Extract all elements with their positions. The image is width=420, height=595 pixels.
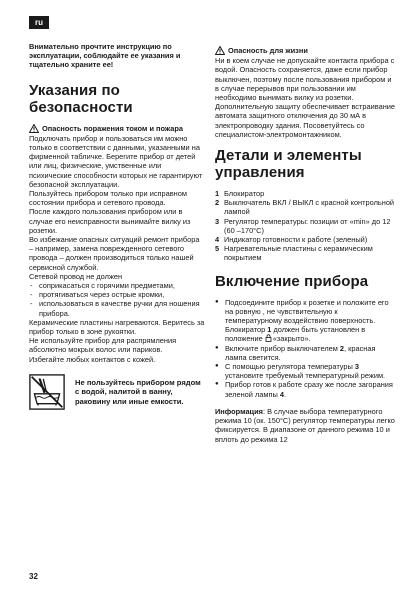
paragraph: Подключать прибор и пользоваться им можно только в соответствии с данными, указанными на фирменной табличке. Берегите прибор от детей или лиц, физические, умственные или психические способности которых не гарантируют безопасной эксплуатации. <box>29 133 203 189</box>
paragraph: Избегайте любых контактов с кожей. <box>29 354 156 364</box>
shock-warning-heading <box>29 124 205 133</box>
list-item: 4 Индикатор готовности к работе (зеленый) <box>215 235 368 245</box>
right-column <box>215 46 395 444</box>
list-item: 1 Блокиратор <box>215 189 265 199</box>
list-item: 2 Выключатель ВКЛ / ВЫКЛ с красной контрольной лампой <box>215 198 395 217</box>
warning-triangle-icon <box>29 124 39 133</box>
warning-triangle-icon <box>215 46 225 55</box>
info-paragraph: Информация: В случае выбора температурного режима 10 (ок. 150°C) регулятор температуры легко фиксируется. В диапазоне от данного режима 10 и вплоть до режима 12 <box>215 406 395 444</box>
no-water-warning <box>29 374 205 410</box>
list-item: 5 Нагревательные пластины с керамическим покрытием <box>215 244 373 263</box>
info-label: Информация <box>215 406 263 416</box>
safety-title: Указания по безопасности <box>29 81 133 116</box>
list-item: ● С помощью регулятора температуры 3 установите требуемый температурный режим. <box>215 362 395 380</box>
left-column <box>29 42 205 410</box>
switch-on-title: Включение прибора <box>215 272 369 290</box>
life-warning-text: Опасность для жизни <box>228 46 308 55</box>
paragraph: После каждого пользования прибором или в случае его неисправности вынимайте вилку из розетки. <box>29 207 191 235</box>
paragraph: Керамические пластины нагреваются. Беритесь за прибор только в зоне рукоятки. <box>29 317 205 337</box>
padlock-icon <box>265 334 272 342</box>
life-warning-paragraph: Ни в коем случае не допускайте контакта прибора с водой. Опасность сохраняется, даже если прибор выключен, поэтому после пользования прибором и в случае перерывов при пользовании им необходимо вынимать вилку из розетки. Дополнительную защиту обеспечивает встраивание автомата защитного отключения до 30 мА в электропроводку здания. Посоветуйтесь со специалистом-электромонтажником. <box>215 56 396 139</box>
paragraph: Пользуйтесь прибором только при исправном состоянии прибора и сетевого провода. <box>29 189 187 208</box>
page-number: 32 <box>29 572 38 581</box>
paragraph: Сетевой провод не должен <box>29 271 123 281</box>
list-item: - использоваться в качестве ручки для ношения прибора. <box>29 299 205 317</box>
paragraph: Не используйте прибор для распрямления абсолютно мокрых волос или париков. <box>29 336 177 355</box>
steps-list <box>215 298 395 399</box>
life-warning-heading <box>215 46 395 55</box>
list-item: - соприкасаться с горячими предметами, <box>29 281 205 290</box>
list-item: 3 Регулятор температуры: позиции от «min» до 12 (60 –170°C) <box>215 216 391 235</box>
parts-list <box>215 189 395 263</box>
language-badge: ru <box>29 16 49 29</box>
intro-text: Внимательно прочтите инструкцию по эксплуатации, соблюдайте ее указания и тщательно храните ее! <box>29 42 181 70</box>
cord-list <box>29 281 205 318</box>
list-item: ● Подсоедините прибор к розетке и положите его на ровную , не чувствительную к температурному воздействию поверхность. Блокиратор 1 должен быть установлен в положение «закрыто». <box>215 298 395 344</box>
parts-title: Детали и элементы управления <box>215 147 362 182</box>
no-water-text: Не пользуйтесь прибором рядом с водой, налитой в ванну, раковину или иные емкости. <box>75 377 201 406</box>
list-item: ● Включите прибор выключателем 2, красная лампа светится. <box>215 344 395 362</box>
list-item: - протягиваться через острые кромки, <box>29 290 205 299</box>
list-item: ● Прибор готов к работе сразу же после загорания зеленой лампы 4. <box>215 380 395 398</box>
paragraph: Во избежание опасных ситуаций ремонт прибора – например, замена поврежденного сетевого провода – должен производиться только нашей сервисной службой. <box>29 235 200 272</box>
no-water-bath-icon <box>29 374 65 410</box>
shock-warning-text: Опасность поражения током и пожара <box>42 123 183 133</box>
